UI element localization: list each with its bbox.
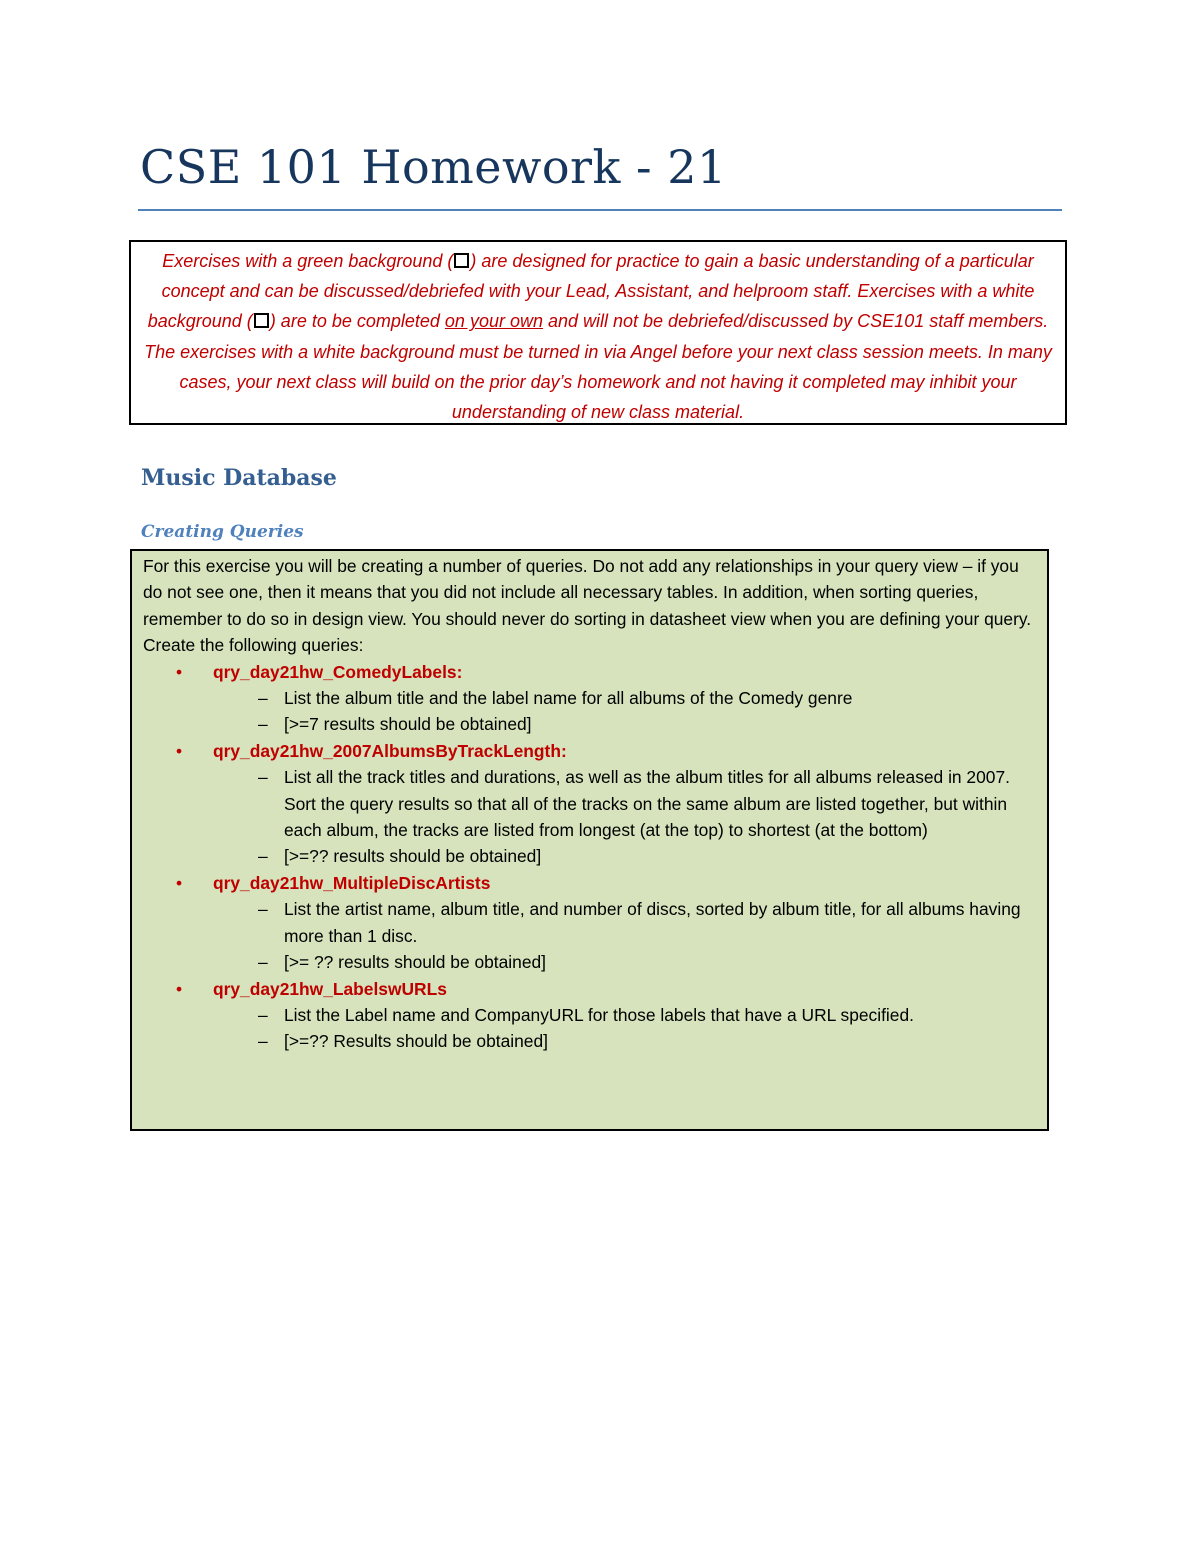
query-list (143, 659, 1037, 1055)
requirement-item (143, 1002, 1037, 1028)
query-requirements (213, 685, 1037, 738)
query-item (143, 870, 1037, 976)
dash-icon: – (258, 1031, 268, 1052)
bullet-icon: • (176, 872, 183, 893)
query-item (143, 976, 1037, 1055)
requirement-item (143, 711, 1037, 737)
exercise-intro: For this exercise you will be creating a number of queries. Do not add any relationships in your query view – if you do not see one, then it means that you did not include all necessary tables. In addition, when sorting queries, remember to do so in design view. You should never do sorting in datasheet view when you are defining your query. (143, 556, 1032, 629)
query-name: qry_day21hw_LabelswURLs (213, 978, 447, 999)
dash-icon: – (258, 714, 268, 735)
requirement-text: List the artist name, album title, and number of discs, sorted by album title, for all albums having more than 1 disc. (284, 899, 1021, 946)
dash-icon: – (258, 688, 268, 709)
dash-icon: – (258, 1004, 268, 1025)
dash-icon: – (258, 846, 268, 867)
title-underline (138, 209, 1062, 211)
notice-text-2: ) are designed for practice to gain a basic understanding of a particular concept and can be discussed/debriefed with your Lead, Assistant, and helproom staff. Exercises with a white background ( (147, 251, 1035, 332)
requirement-text: [>=7 results should be obtained] (284, 714, 532, 735)
exercise-box (130, 549, 1049, 1131)
query-item (143, 659, 1037, 738)
section-heading: Music Database (141, 465, 337, 491)
notice-box (129, 240, 1067, 425)
query-requirements (213, 1002, 1037, 1055)
requirement-text: List all the track titles and durations, as well as the album titles for all albums released in 2007. Sort the query results so that all of the tracks on the same album are listed together, but within each album, the tracks are listed from longest (at the top) to shortest (at the bottom) (284, 767, 1010, 841)
requirement-text: List the album title and the label name for all albums of the Comedy genre (284, 688, 853, 709)
subsection-heading: Creating Queries (141, 522, 304, 542)
requirement-text: List the Label name and CompanyURL for those labels that have a URL specified. (284, 1004, 914, 1025)
checkbox-icon (454, 253, 469, 268)
bullet-icon: • (176, 740, 183, 761)
query-item (143, 738, 1037, 870)
query-requirements (213, 764, 1037, 870)
requirement-item (143, 843, 1037, 869)
requirement-text: [>=?? Results should be obtained] (284, 1031, 548, 1052)
notice-text-1: Exercises with a green background ( (162, 251, 454, 271)
exercise-create-line: Create the following queries: (143, 635, 364, 656)
notice-underlined-text: on your own (444, 311, 543, 332)
bullet-icon: • (176, 978, 183, 999)
requirement-item (143, 949, 1037, 975)
query-requirements (213, 896, 1037, 975)
requirement-item (143, 1028, 1037, 1054)
dash-icon: – (258, 952, 268, 973)
query-name: qry_day21hw_2007AlbumsByTrackLength: (213, 740, 567, 761)
requirement-item (143, 685, 1037, 711)
query-name: qry_day21hw_MultipleDiscArtists (213, 872, 491, 893)
dash-icon: – (258, 899, 268, 920)
notice-text-4: and will not be debriefed/discussed by CSE101 staff members. The exercises with a white background must be turned in via Angel before your next class session meets. In many cases, your next class will build on the prior day’s homework and not having it completed may inhibit your understanding of new class material. (144, 311, 1052, 423)
notice-text-3: ) are to be completed (269, 311, 445, 332)
requirement-text: [>= ?? results should be obtained] (284, 952, 547, 973)
bullet-icon: • (176, 661, 183, 682)
checkbox-icon (254, 313, 269, 328)
requirement-text: [>=?? results should be obtained] (284, 846, 542, 867)
dash-icon: – (258, 767, 268, 788)
requirement-item (143, 764, 1037, 843)
query-name: qry_day21hw_ComedyLabels: (213, 661, 463, 682)
requirement-item (143, 896, 1037, 949)
page-title: CSE 101 Homework - 21 (140, 140, 727, 194)
